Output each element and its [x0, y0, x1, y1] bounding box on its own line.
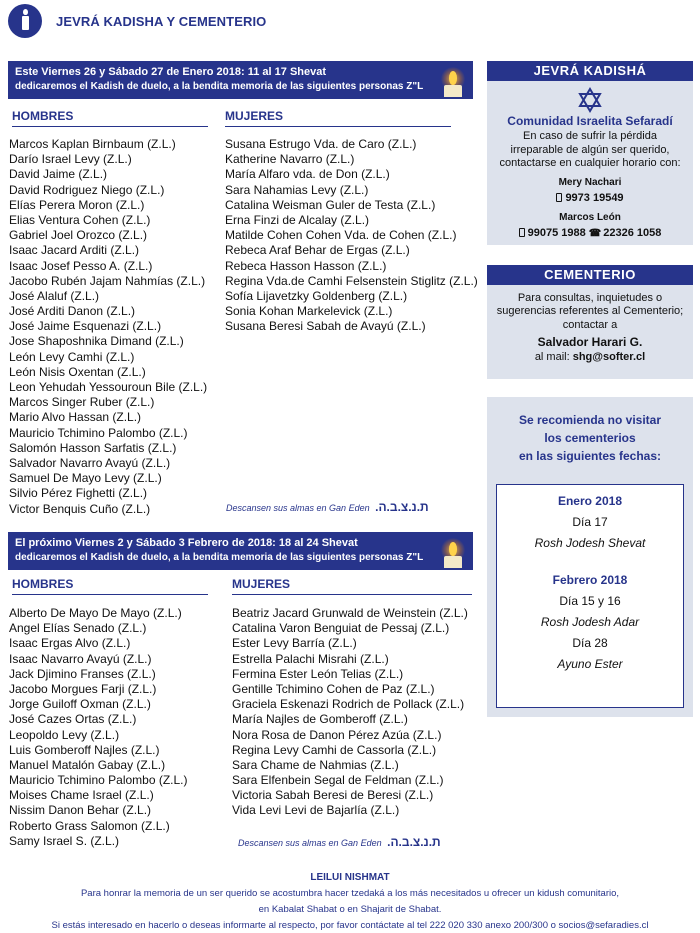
febrero-event-2: Ayuno Ester	[557, 657, 623, 671]
name-list-item: José Alaluf (Z.L.)	[9, 288, 100, 303]
name-list-item: Ester Levy Barría (Z.L.)	[232, 636, 357, 651]
name-list-item: Salomón Hasson Sarfatis (Z.L.)	[9, 440, 177, 455]
name-list-item: Samuel De Mayo Levy (Z.L.)	[9, 471, 162, 486]
name-list-item: Sara Chame de Nahmias (Z.L.)	[232, 757, 399, 772]
name-list-item: Manuel Matalón Gabay (Z.L.)	[9, 757, 166, 772]
name-list-item: Salvador Navarro Avayú (Z.L.)	[9, 455, 171, 470]
name-list-item: Katherine Navarro (Z.L.)	[225, 152, 355, 167]
name-list-item: Alberto De Mayo De Mayo (Z.L.)	[9, 606, 182, 620]
section2-rest-note	[238, 835, 441, 849]
name-list-item: María Najles de Gomberoff (Z.L.)	[232, 712, 408, 727]
name-list-item: Silvio Pérez Fighetti (Z.L.)	[9, 486, 148, 501]
name-list-item: Jacobo Morgues Farji (Z.L.)	[9, 681, 157, 696]
name-list-item: Sara Nahamias Levy (Z.L.)	[225, 182, 369, 197]
month-febrero: Febrero 2018	[552, 573, 628, 587]
name-list-item: Sara Elfenbein Segal de Feldman (Z.L.)	[232, 773, 444, 788]
name-list-item: Isaac Ergas Alvo (Z.L.)	[9, 636, 131, 651]
candle-flame-icon	[439, 536, 467, 568]
footer	[0, 870, 700, 933]
jevra-kadisha-intro-1: En caso de sufrir la pérdida	[523, 130, 657, 143]
name-list-item: Fermina Ester León Telias (Z.L.)	[232, 666, 404, 681]
footer-title: LEILUI NISHMAT	[310, 872, 390, 883]
contact1-phone: 9973 19549	[565, 192, 624, 205]
candle-icon	[8, 4, 42, 38]
page-title: JEVRÁ KADISHA Y CEMENTERIO	[56, 13, 267, 29]
telephone-icon: ☎	[588, 228, 602, 240]
name-list-item: Vida Levi Levi de Bajarlía (Z.L.)	[232, 803, 400, 818]
section2-rest-hebrew: ת.נ.צ.ב.ה.	[387, 835, 441, 849]
name-list-item: Elías Perera Moron (Z.L.)	[9, 197, 145, 212]
contact2-tel: 22326 1058	[603, 227, 662, 240]
name-list-item: Luis Gomberoff Najles (Z.L.)	[9, 742, 160, 757]
jevra-kadisha-org: Comunidad Israelita Sefaradí	[507, 114, 673, 128]
dates-box	[496, 484, 684, 708]
jevra-kadisha-intro-2: irreparable de algún ser querido,	[510, 143, 670, 156]
cementerio-title: CEMENTERIO	[487, 265, 693, 285]
footer-line-3: Si estás interesado en hacerlo o deseas informarte al respecto, por favor contáctate al tel 222 020 330 anexo 200/300 o socios@sefaradies.cl	[51, 920, 649, 931]
contact1-phone-row	[487, 192, 693, 205]
jevra-kadisha-title: JEVRÁ KADISHÁ	[487, 61, 693, 81]
name-list-item: Mauricio Tchimino Palombo (Z.L.)	[9, 425, 188, 440]
name-list-item: Leon Yehudah Yessouroun Bile (Z.L.)	[9, 380, 208, 394]
section2-mujeres-list	[232, 606, 468, 819]
mobile-phone-icon	[556, 193, 562, 202]
contact2-phone: 99075 1988	[527, 227, 586, 240]
name-list-item: Gentille Tchimino Cohen de Paz (Z.L.)	[232, 681, 435, 696]
mobile-phone-icon	[519, 228, 525, 237]
name-list-item: Jacobo Rubén Jajam Nahmías (Z.L.)	[9, 273, 206, 288]
section2-mujeres-heading: MUJERES	[232, 577, 472, 595]
cementerio-mail-link[interactable]: shg@softer.cl	[572, 351, 646, 364]
name-list-item: Marcos Singer Ruber (Z.L.)	[9, 395, 155, 410]
name-list-item: Erna Finzi de Alcalay (Z.L.)	[225, 212, 370, 227]
name-list-item: Jorge Guiloff Oxman (Z.L.)	[9, 697, 151, 712]
febrero-day-2: Día 28	[572, 636, 608, 650]
section2-hombres-list	[9, 606, 188, 849]
name-list-item: Regina Levy Camhi de Cassorla (Z.L.)	[232, 742, 437, 757]
cementerio-panel	[487, 265, 693, 379]
name-list-item: Catalina Weisman Guler de Testa (Z.L.)	[225, 197, 436, 212]
name-list-item: Moises Chame Israel (Z.L.)	[9, 788, 154, 803]
enero-day: Día 17	[572, 515, 608, 529]
name-list-item: Victoria Sabah Beresi de Beresi (Z.L.)	[232, 788, 434, 803]
section1-banner-date: Este Viernes 26 y Sábado 27 de Enero 2018: 11 al 17 Shevat	[15, 66, 327, 78]
month-enero: Enero 2018	[557, 494, 623, 508]
footer-line-2: en Kabalat Shabat o en Shajarit de Shabat.	[258, 904, 442, 915]
name-list-item: Elias Ventura Cohen (Z.L.)	[9, 212, 151, 227]
section1-banner-text: dedicaremos el Kadish de duelo, a la bendita memoria de las siguientes personas Z"L	[15, 81, 424, 92]
section1-mujeres-list	[225, 137, 478, 334]
name-list-item: Graciela Eskenazi Rodrich de Pollack (Z.L.)	[232, 697, 465, 712]
star-of-david-icon	[577, 87, 603, 113]
contact2-name: Marcos León	[559, 211, 621, 223]
name-list-item: Rebeca Hasson Hasson (Z.L.)	[225, 258, 387, 273]
name-list-item: León Levy Camhi (Z.L.)	[9, 349, 135, 364]
recommendation-line-3: en las siguientes fechas:	[518, 449, 662, 463]
name-list-item: Regina Vda.de Camhi Felsenstein Stiglitz (Z.L.)	[225, 273, 478, 288]
contact1-name: Mery Nachari	[558, 177, 622, 189]
febrero-day-1: Día 15 y 16	[559, 594, 621, 608]
cementerio-text-1: Para consultas, inquietudes o	[517, 292, 663, 304]
section1-rest-text: Descansen sus almas en Gan Eden	[226, 503, 370, 513]
name-list-item: Susana Estrugo Vda. de Caro (Z.L.)	[225, 137, 417, 151]
name-list-item: María Alfaro vda. de Don (Z.L.)	[225, 167, 390, 182]
section2-rest-text: Descansen sus almas en Gan Eden	[238, 838, 382, 848]
recommendation-heading	[487, 397, 693, 465]
name-list-item: David Jaime (Z.L.)	[9, 167, 108, 182]
name-list-item: León Nisis Oxentan (Z.L.)	[9, 364, 146, 379]
name-list-item: Leopoldo Levy (Z.L.)	[9, 727, 120, 742]
section1-hombres-list	[9, 137, 207, 517]
name-list-item: Mauricio Tchimino Palombo (Z.L.)	[9, 773, 188, 788]
name-list-item: Roberto Grass Salomon (Z.L.)	[9, 818, 170, 833]
cementerio-mail-row	[487, 351, 693, 364]
name-list-item: Mario Alvo Hassan (Z.L.)	[9, 410, 142, 425]
page-header	[8, 4, 266, 38]
section2-banner-text: dedicaremos el Kadish de duelo, a la bendita memoria de las siguientes personas Z"L	[15, 552, 424, 563]
contact2-phone-row	[487, 227, 693, 240]
section1-banner	[8, 61, 473, 99]
section2-hombres-heading: HOMBRES	[12, 577, 208, 595]
section2-banner-date: El próximo Viernes 2 y Sábado 3 Febrero de 2018: 18 al 24 Shevat	[15, 537, 358, 549]
name-list-item: Samy Israel S. (Z.L.)	[9, 833, 120, 848]
name-list-item: Isaac Navarro Avayú (Z.L.)	[9, 651, 152, 666]
footer-line-1: Para honrar la memoria de un ser querido se acostumbra hacer tzedaká a los más necesitados u ofrecer un kidush comunitario,	[80, 888, 620, 899]
jevra-kadisha-intro-3: contactarse en cualquier horario con:	[499, 156, 681, 169]
section1-hombres-heading: HOMBRES	[12, 109, 208, 127]
name-list-item: Catalina Varon Benguiat de Pessaj (Z.L.)	[232, 621, 450, 636]
section1-rest-note	[226, 500, 429, 514]
name-list-item: Jose Shaposhnika Dimand (Z.L.)	[9, 334, 184, 349]
name-list-item: Sonia Kohan Markelevick (Z.L.)	[225, 304, 393, 319]
name-list-item: Angel Elías Senado (Z.L.)	[9, 621, 147, 636]
name-list-item: Nora Rosa de Danon Pérez Azúa (Z.L.)	[232, 727, 442, 742]
name-list-item: José Cazes Ortas (Z.L.)	[9, 712, 137, 727]
candle-flame-icon	[439, 65, 467, 97]
name-list-item: Matilde Cohen Cohen Vda. de Cohen (Z.L.)	[225, 228, 457, 243]
name-list-item: Marcos Kaplan Birnbaum (Z.L.)	[9, 137, 176, 151]
cementerio-contact-name: Salvador Harari G.	[537, 334, 643, 349]
name-list-item: Rebeca Araf Behar de Ergas (Z.L.)	[225, 243, 410, 258]
name-list-item: José Arditi Danon (Z.L.)	[9, 304, 136, 319]
name-list-item: Susana Beresi Sabah de Avayú (Z.L.)	[225, 319, 426, 334]
name-list-item: Jack Djimino Franses (Z.L.)	[9, 666, 156, 681]
cementerio-text-2: sugerencias referentes al Cementerio;	[496, 305, 684, 318]
name-list-item: Darío Israel Levy (Z.L.)	[9, 152, 132, 167]
section1-mujeres-heading: MUJERES	[225, 109, 451, 127]
jevra-kadisha-panel	[487, 61, 693, 245]
name-list-item: Sofía Lijavetzky Goldenberg (Z.L.)	[225, 288, 408, 303]
name-list-item: David Rodriguez Niego (Z.L.)	[9, 182, 165, 197]
enero-event: Rosh Jodesh Shevat	[534, 536, 646, 550]
name-list-item: Victor Benquis Cuño (Z.L.)	[9, 501, 151, 516]
recommendation-line-1: Se recomienda no visitar	[518, 413, 662, 427]
cementerio-mail-label: al mail:	[534, 351, 570, 364]
cementerio-text-3: contactar a	[562, 318, 618, 331]
section1-rest-hebrew: ת.נ.צ.ב.ה.	[375, 500, 429, 514]
section2-banner	[8, 532, 473, 570]
name-list-item: Isaac Jacard Arditi (Z.L.)	[9, 243, 140, 258]
name-list-item: Nissim Danon Behar (Z.L.)	[9, 803, 152, 818]
name-list-item: Gabriel Joel Orozco (Z.L.)	[9, 228, 148, 243]
name-list-item: José Jaime Esquenazi (Z.L.)	[9, 319, 162, 334]
name-list-item: Beatriz Jacard Grunwald de Weinstein (Z.L.)	[232, 606, 468, 620]
recommendation-line-2: los cementerios	[544, 431, 636, 445]
name-list-item: Estrella Palachi Misrahi (Z.L.)	[232, 651, 389, 666]
febrero-event-1: Rosh Jodesh Adar	[540, 615, 640, 629]
name-list-item: Isaac Josef Pesso A. (Z.L.)	[9, 258, 153, 273]
